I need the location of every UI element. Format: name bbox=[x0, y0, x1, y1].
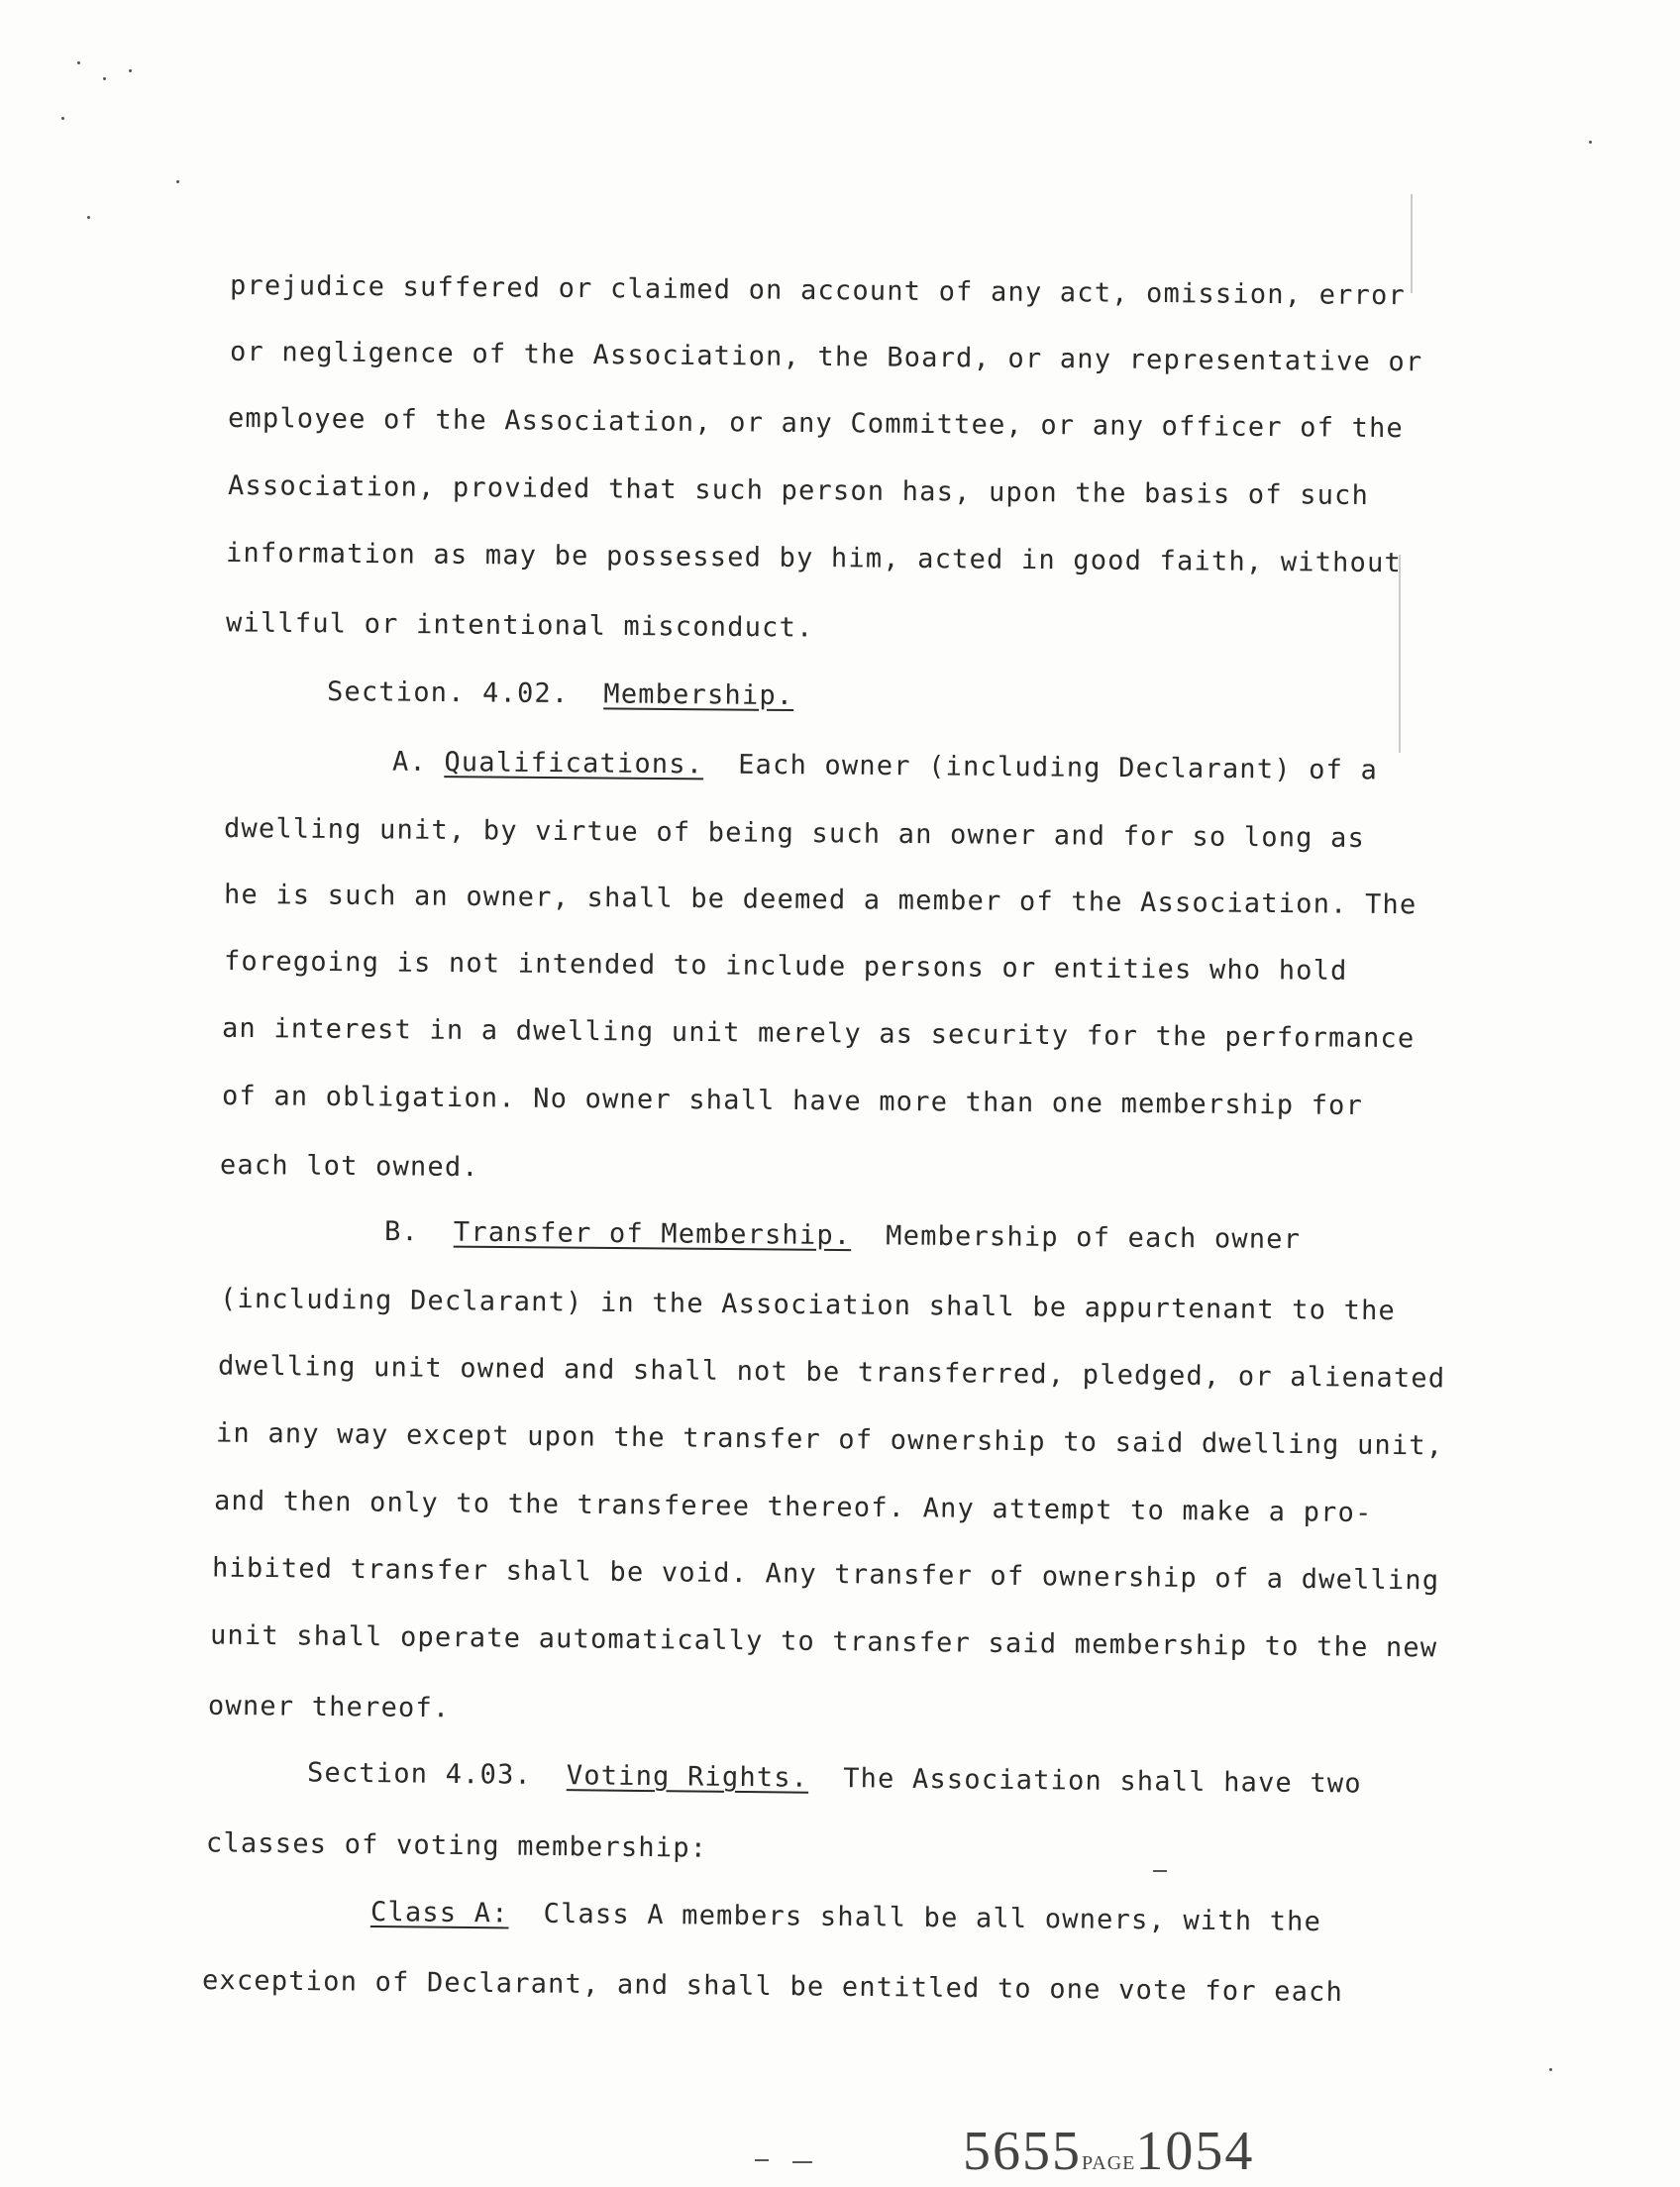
section-number: Section 4.03. bbox=[306, 1757, 533, 1791]
body-line: an interest in a dwelling unit merely as security for the performance bbox=[221, 1012, 1416, 1055]
subsection-letter: A. bbox=[391, 746, 428, 778]
stamp-page-label: PAGE bbox=[1082, 2152, 1136, 2174]
scan-speck bbox=[1589, 141, 1592, 144]
body-line: in any way except upon the transfer of ownership to said dwelling unit, bbox=[215, 1417, 1444, 1462]
page-number: 1054 bbox=[1135, 2121, 1255, 2182]
body-line: hibited transfer shall be void. Any transfer of ownership of a dwelling bbox=[211, 1552, 1440, 1597]
scan-mark bbox=[792, 2161, 812, 2163]
body-text: Membership of each owner bbox=[886, 1220, 1302, 1256]
body-text: The Association shall have two bbox=[842, 1763, 1362, 1800]
body-line: prejudice suffered or claimed on account of any act, omission, error bbox=[229, 269, 1407, 312]
body-line: dwelling unit owned and shall not be transferred, pledged, or alienated bbox=[217, 1350, 1446, 1395]
class-a-heading bbox=[370, 1897, 1321, 1938]
body-line: employee of the Association, or any Committee, or any officer of the bbox=[227, 402, 1405, 445]
section-title: Membership. bbox=[603, 678, 794, 712]
body-line: exception of Declarant, and shall be entitled to one vote for each bbox=[201, 1964, 1344, 2009]
scan-speck bbox=[1549, 2068, 1552, 2071]
body-line: of an obligation. No owner shall have more than one membership for bbox=[221, 1080, 1364, 1122]
subsection-letter: B. bbox=[383, 1215, 420, 1248]
body-line: and then only to the transferee thereof. Any attempt to make a pro- bbox=[213, 1485, 1373, 1529]
scan-margin-mark bbox=[1411, 194, 1413, 293]
book-number: 5655 bbox=[963, 2121, 1082, 2182]
body-line: he is such an owner, shall be deemed a member of the Association. The bbox=[223, 879, 1418, 921]
body-line: information as may be possessed by him, acted in good faith, without bbox=[225, 537, 1403, 579]
body-line: Association, provided that such person has, upon the basis of such bbox=[227, 469, 1370, 512]
body-line: unit shall operate automatically to transfer said membership to the new bbox=[209, 1619, 1438, 1664]
class-title: Class A: bbox=[369, 1896, 509, 1929]
body-text: Class A members shall be all owners, with the bbox=[543, 1898, 1322, 1938]
body-line: each lot owned. bbox=[219, 1149, 479, 1184]
body-line: willful or intentional misconduct. bbox=[225, 607, 814, 644]
body-line: foregoing is not intended to include persons or entities who hold bbox=[223, 946, 1348, 987]
subsection-title: Transfer of Membership. bbox=[453, 1216, 852, 1252]
recording-stamp bbox=[963, 2120, 1254, 2183]
body-line: owner thereof. bbox=[207, 1690, 451, 1724]
subsection-title: Qualifications. bbox=[444, 747, 704, 781]
subsection-heading-qualifications bbox=[392, 747, 1378, 787]
subsection-heading-transfer bbox=[384, 1216, 1301, 1256]
section-title: Voting Rights. bbox=[566, 1760, 809, 1794]
body-text: Each owner (including Declarant) of a bbox=[738, 749, 1379, 786]
section-number: Section. 4.02. bbox=[326, 676, 570, 710]
body-line: or negligence of the Association, the Board, or any representative or bbox=[229, 336, 1423, 378]
scan-speck bbox=[129, 69, 132, 72]
scan-speck bbox=[87, 216, 90, 219]
section-heading-4-02 bbox=[327, 677, 794, 712]
scan-mark bbox=[1153, 1870, 1167, 1872]
scan-margin-mark bbox=[1399, 555, 1401, 753]
body-line: classes of voting membership: bbox=[205, 1827, 708, 1864]
scan-speck bbox=[103, 77, 106, 80]
scan-mark bbox=[755, 2159, 769, 2161]
body-line: (including Declarant) in the Association shall be appurtenant to the bbox=[219, 1283, 1397, 1327]
body-line: dwelling unit, by virtue of being such an owner and for so long as bbox=[223, 812, 1366, 855]
scan-speck bbox=[61, 117, 64, 120]
scan-speck bbox=[77, 61, 80, 64]
scan-speck bbox=[176, 180, 179, 183]
section-heading-4-03 bbox=[307, 1757, 1362, 1800]
